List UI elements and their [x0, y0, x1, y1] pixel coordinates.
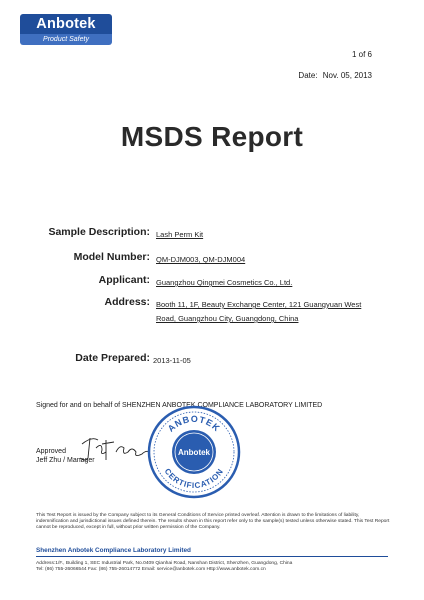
date-value: Nov. 05, 2013 — [322, 71, 372, 80]
footer-company: Shenzhen Anbotek Compliance Laboratory Limited — [36, 547, 191, 554]
model-number-value: QM-DJM003, QM-DJM004 — [156, 255, 246, 264]
applicant-value: Guangzhou Qingmei Cosmetics Co., Ltd. — [156, 278, 293, 287]
sample-description-label: Sample Description: — [48, 226, 150, 238]
page-number: 1 of 6 — [351, 50, 372, 59]
approved-label: Approved — [36, 448, 66, 455]
seal-center-text: Anbotek — [178, 448, 210, 457]
footer-address-line-1: Address:1/F., Building 1, SEC Industrial Park, No.0409 Qianhai Road, Nanshan District, Shenzhen, Guangdong, China — [36, 561, 293, 566]
anbotek-logo — [20, 14, 112, 46]
date-prepared-label: Date Prepared: — [75, 352, 150, 364]
signed-on-behalf-text: Signed for and on behalf of SHENZHEN ANBOTEK COMPLIANCE LABORATORY LIMITED — [36, 402, 323, 409]
seal-bottom-text: CERTIFICATION — [162, 466, 226, 491]
seal-top-text: ANBOTEK — [165, 413, 223, 434]
logo-tagline: Product Safety — [20, 34, 112, 45]
report-date — [298, 71, 372, 80]
footer-divider — [36, 556, 388, 557]
approver-name: Jeff Zhu / Manager — [36, 457, 95, 464]
disclaimer-text: This Test Report is issued by the Company subject to its General Conditions of Service printed overleaf. Attention is drawn to the limitations of liability, indemnification and jurisdictional issues defined therein. The results shown in this report refer only to the sample(s) tested unless otherwise stated. This Test Report cannot be reproduced, except in full, without prior written permission of the Company. — [36, 513, 390, 531]
address-line-1: Booth 11, 1F, Beauty Exchange Center, 121 Guangyuan West — [156, 300, 362, 309]
applicant-label: Applicant: — [98, 274, 150, 286]
logo-name: Anbotek — [20, 14, 112, 34]
page-title: MSDS Report — [120, 121, 304, 152]
certification-seal — [146, 404, 242, 500]
footer-address — [36, 561, 396, 573]
sample-description-value: Lash Perm Kit — [156, 230, 204, 239]
footer-address-line-2: Tel: (86) 755-26066544 Fax: (86) 755-26014772 Email: service@anbotek.com Http://www.anbotek.com.cn — [36, 567, 266, 572]
address-line-2: Road, Guangzhou City, Guangdong, China — [156, 314, 299, 323]
model-number-label: Model Number: — [73, 251, 150, 263]
date-label: Date: — [298, 71, 318, 80]
address-label: Address: — [104, 296, 150, 308]
date-prepared-value: 2013-11-05 — [153, 356, 191, 365]
